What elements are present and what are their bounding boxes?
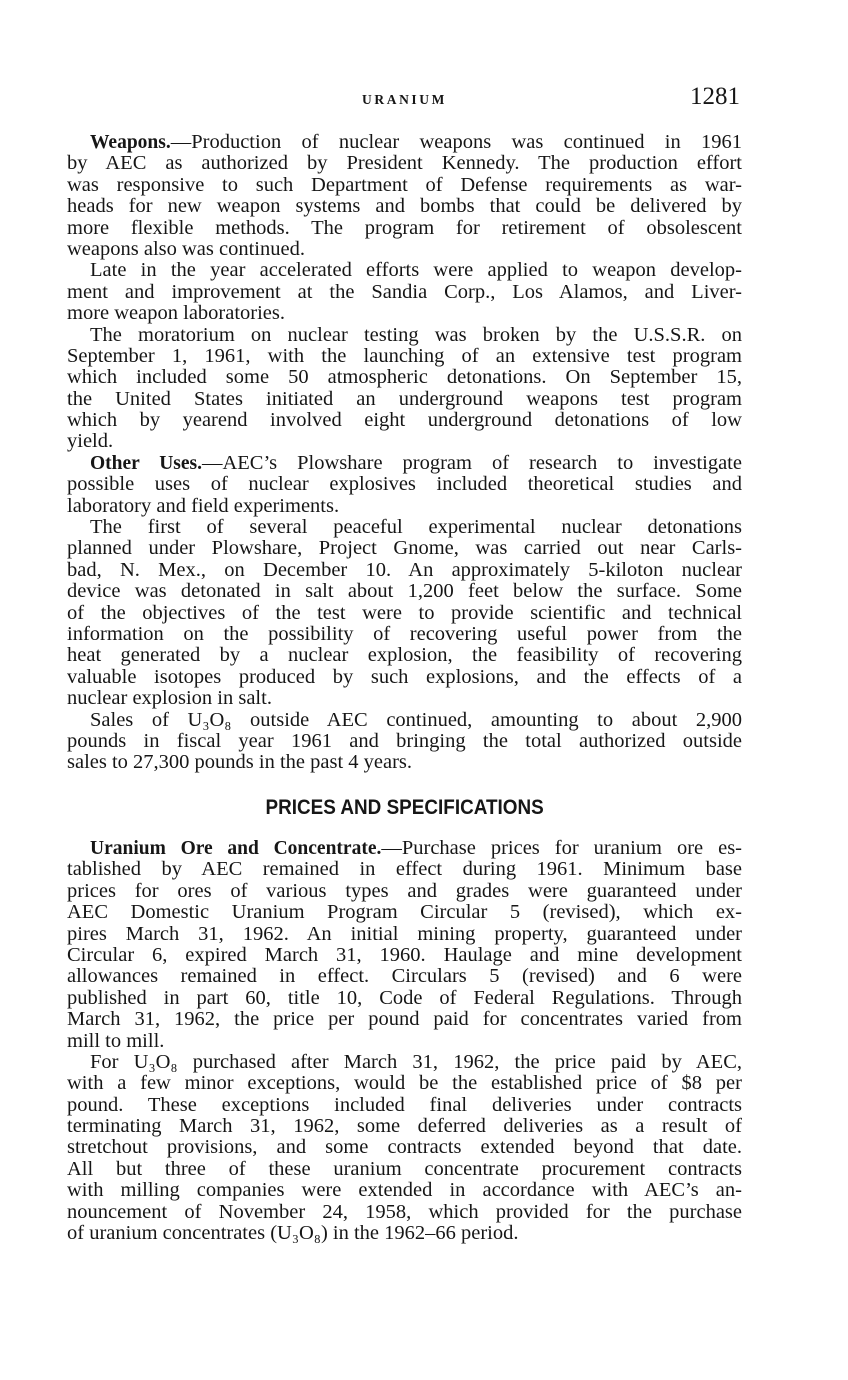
paragraph-uranium-ore <box>67 838 742 1052</box>
body-text-top <box>67 132 742 774</box>
body-line: terminating March 31, 1962, some deferred deliveries as a result of <box>67 1115 742 1138</box>
body-line: Late in the year accelerated efforts were applied to weapon develop- <box>90 259 742 282</box>
section-heading-text: PRICES AND SPECIFICATIONS <box>265 796 544 819</box>
section-heading <box>67 795 742 821</box>
body-line: stretchout provisions, and some contracts extended beyond that date. <box>67 1136 742 1159</box>
body-line: of uranium concentrates (U₃O₈) in the 1962–66 period. <box>67 1222 519 1245</box>
line-text: —Purchase prices for uranium ore es- <box>381 837 743 859</box>
paragraph <box>67 517 742 710</box>
body-line: nuclear explosion in salt. <box>67 687 272 710</box>
body-text-bottom <box>67 838 742 1244</box>
body-line: pounds in fiscal year 1961 and bringing the total authorized outside <box>67 729 742 752</box>
body-line: published in part 60, title 10, Code of Federal Regulations. Through <box>67 986 742 1009</box>
body-line: Sales of U₃O₈ outside AEC continued, amounting to about 2,900 <box>90 708 742 731</box>
body-line: September 1, 1961, with the launching of an extensive test program <box>67 344 742 367</box>
body-line: The first of several peaceful experimental nuclear detonations <box>90 516 742 539</box>
body-line: more flexible methods. The program for retirement of obsolescent <box>67 216 742 239</box>
body-line: ment and improvement at the Sandia Corp., Los Alamos, and Liver- <box>67 280 742 303</box>
body-line: Circular 6, expired March 31, 1960. Haulage and mine development <box>67 943 742 966</box>
body-line: information on the possibility of recovering useful power from the <box>67 622 742 645</box>
body-line: device was detonated in salt about 1,200 feet below the surface. Some <box>67 580 742 603</box>
body-line: possible uses of nuclear explosives included theoretical studies and <box>67 473 742 496</box>
body-line <box>67 453 742 474</box>
body-line: pires March 31, 1962. An initial mining property, guaranteed under <box>67 922 742 945</box>
running-title: URANIUM <box>362 92 447 107</box>
body-line: which by yearend involved eight underground detonations of low <box>67 409 742 432</box>
line-text: —AEC’s Plowshare program of research to investigate <box>201 451 742 474</box>
body-line: March 31, 1962, the price per pound paid for concentrates varied from <box>67 1008 742 1031</box>
run-in-heading: Weapons. <box>90 132 171 153</box>
run-in-heading: Uranium Ore and Concentrate. <box>90 838 382 859</box>
run-in-heading: Other Uses. <box>90 452 202 474</box>
body-line: heat generated by a nuclear explosion, the feasibility of recovering <box>67 644 742 667</box>
body-line: was responsive to such Department of Defense requirements as war- <box>67 173 742 196</box>
body-line: allowances remained in effect. Circulars 5 (revised) and 6 were <box>67 965 742 988</box>
body-line: The moratorium on nuclear testing was broken by the U.S.S.R. on <box>90 323 742 346</box>
paragraph <box>67 710 742 774</box>
body-line: valuable isotopes produced by such explosions, and the effects of a <box>67 665 742 688</box>
body-line: All but three of these uranium concentrate procurement contracts <box>67 1157 742 1180</box>
body-line: For U₃O₈ purchased after March 31, 1962, the price paid by AEC, <box>90 1050 742 1073</box>
paragraph <box>67 260 742 324</box>
paragraph-weapons <box>67 132 742 260</box>
paragraph-other-uses <box>67 453 742 517</box>
body-line: weapons also was continued. <box>67 237 305 260</box>
body-line: with a few minor exceptions, would be the established price of $8 per <box>67 1072 742 1095</box>
body-line: which included some 50 atmospheric detonations. On September 15, <box>67 366 742 389</box>
body-line: of the objectives of the test were to provide scientific and technical <box>67 601 742 624</box>
body-line: by AEC as authorized by President Kennedy. The production effort <box>67 152 742 175</box>
paragraph <box>67 325 742 453</box>
body-line: mill to mill. <box>67 1029 165 1052</box>
page-number: 1281 <box>690 83 740 110</box>
body-line <box>67 838 742 859</box>
body-line: nouncement of November 24, 1958, which provided for the purchase <box>67 1200 742 1223</box>
body-line: planned under Plowshare, Project Gnome, was carried out near Carls- <box>67 537 742 560</box>
body-line: AEC Domestic Uranium Program Circular 5 (revised), which ex- <box>67 901 742 924</box>
body-line: heads for new weapon systems and bombs that could be delivered by <box>67 195 742 218</box>
body-line: laboratory and field experiments. <box>67 494 340 517</box>
body-line: tablished by AEC remained in effect during 1961. Minimum base <box>67 858 742 881</box>
body-line: more weapon laboratories. <box>67 302 286 325</box>
body-line: pound. These exceptions included final deliveries under contracts <box>67 1093 742 1116</box>
body-line: yield. <box>67 430 114 453</box>
body-line <box>67 132 742 153</box>
line-text: —Production of nuclear weapons was continued in 1961 <box>170 131 742 153</box>
body-line: the United States initiated an underground weapons test program <box>67 387 742 410</box>
body-line: bad, N. Mex., on December 10. An approximately 5-kiloton nuclear <box>67 558 742 581</box>
body-line: with milling companies were extended in accordance with AEC’s an- <box>67 1179 742 1202</box>
body-line: prices for ores of various types and grades were guaranteed under <box>67 879 742 902</box>
paragraph <box>67 1052 742 1245</box>
body-line: sales to 27,300 pounds in the past 4 years. <box>67 751 413 774</box>
